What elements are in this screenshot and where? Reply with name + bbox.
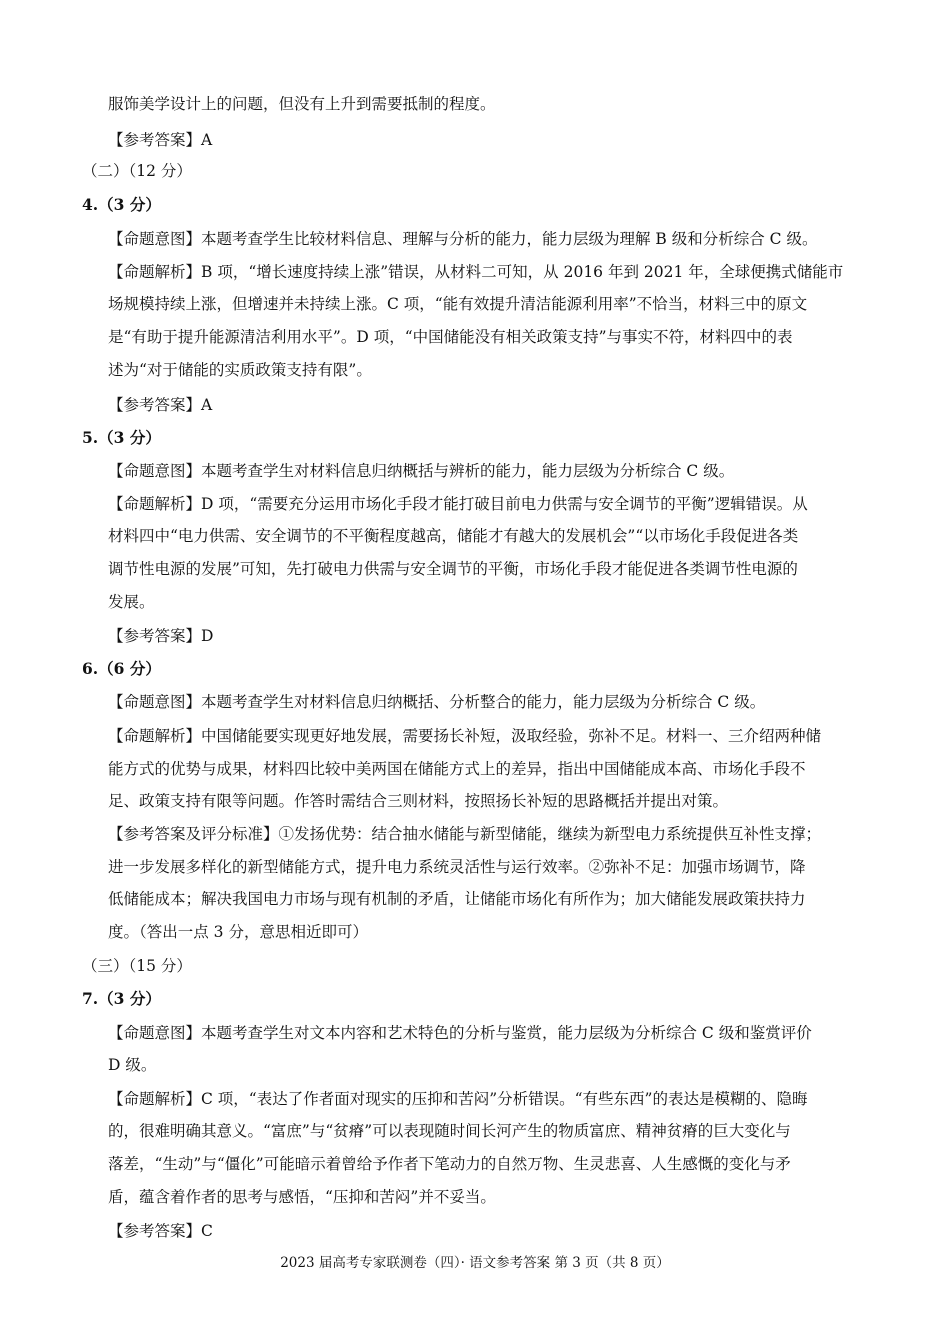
question-number: 7.（3 分） (82, 989, 161, 1008)
reference-answer: 【参考答案】C (108, 1222, 213, 1240)
text-line: 足、政策支持有限等问题。作答时需结合三则材料，按照扬长补短的思路概括并提出对策。 (108, 792, 729, 810)
text-line: 【命题意图】本题考查学生比较材料信息、理解与分析的能力，能力层级为理解 B 级和分析综合 C 级。 (108, 230, 818, 248)
text-line: 场规模持续上涨，但增速并未持续上涨。C 项，“能有效提升清洁能源利用率”不恰当，材料三中的原文 (108, 295, 808, 313)
text-line: 调节性电源的发展”可知，先打破电力供需与安全调节的平衡，市场化手段才能促进各类调节性电源的 (108, 560, 798, 578)
text-line: 【命题解析】D 项，“需要充分运用市场化手段才能打破目前电力供需与安全调节的平衡”逻辑错误。从 (108, 495, 808, 513)
reference-answer: 【参考答案】D (108, 627, 214, 645)
text-line: 度。（答出一点 3 分，意思相近即可） (108, 923, 368, 941)
section-heading: （二）（12 分） (82, 162, 192, 180)
text-line: 【命题意图】本题考查学生对文本内容和艺术特色的分析与鉴赏，能力层级为分析综合 C 级和鉴赏评价 (108, 1024, 812, 1042)
text-line: 低储能成本；解决我国电力市场与现有机制的矛盾，让储能市场化有所作为；加大储能发展政策扶持力 (108, 890, 806, 908)
text-line: 【命题解析】C 项，“表达了作者面对现实的压抑和苦闷”分析错误。“有些东西”的表达是模糊的、隐晦 (108, 1090, 808, 1108)
text-line: 能方式的优势与成果，材料四比较中美两国在储能方式上的差异，指出中国储能成本高、市场化手段不 (108, 760, 806, 778)
text-line: 是“有助于提升能源清洁利用水平”。D 项，“中国储能没有相关政策支持”与事实不符，材料四中的表 (108, 328, 793, 346)
text-line: 服饰美学设计上的问题，但没有上升到需要抵制的程度。 (108, 95, 496, 113)
reference-answer-scoring: 【参考答案及评分标准】①发扬优势：结合抽水储能与新型储能，继续为新型电力系统提供互补性支撑； (108, 825, 822, 843)
text-line: 【命题意图】本题考查学生对材料信息归纳概括与辨析的能力，能力层级为分析综合 C 级。 (108, 462, 735, 480)
text-line: 【命题意图】本题考查学生对材料信息归纳概括、分析整合的能力，能力层级为分析综合 C 级。 (108, 693, 766, 711)
text-line: 述为“对于储能的实质政策支持有限”。 (108, 361, 372, 379)
question-number: 4.（3 分） (82, 195, 161, 214)
text-line: 盾，蕴含着作者的思考与感悟，“压抑和苦闷”并不妥当。 (108, 1188, 496, 1206)
text-line: 发展。 (108, 593, 155, 611)
text-line: 【命题解析】中国储能要实现更好地发展，需要扬长补短，汲取经验，弥补不足。材料一、三介绍两种储 (108, 727, 822, 745)
question-number: 5.（3 分） (82, 428, 161, 447)
reference-answer: 【参考答案】A (108, 396, 213, 414)
text-line: 进一步发展多样化的新型储能方式，提升电力系统灵活性与运行效率。②弥补不足：加强市场调节，降 (108, 858, 806, 876)
text-line: 材料四中“电力供需、安全调节的不平衡程度越高，储能才有越大的发展机会”“以市场化手段促进各类 (108, 527, 799, 545)
text-line: 【命题解析】B 项，“增长速度持续上涨”错误，从材料二可知，从 2016 年到 2021 年，全球便携式储能市 (108, 263, 844, 281)
section-heading: （三）（15 分） (82, 957, 192, 975)
question-number: 6.（6 分） (82, 659, 161, 678)
reference-answer: 【参考答案】A (108, 131, 213, 149)
text-line: 落差，“生动”与“僵化”可能暗示着曾给予作者下笔动力的自然万物、生灵悲喜、人生感慨的变化与矛 (108, 1155, 791, 1173)
page-footer: 2023 届高考专家联测卷（四）· 语文参考答案 第 3 页（共 8 页） (280, 1255, 670, 1271)
text-line: D 级。 (108, 1056, 157, 1074)
text-line: 的，很难明确其意义。“富庶”与“贫瘠”可以表现随时间长河产生的物质富庶、精神贫瘠的巨大变化与 (108, 1122, 791, 1140)
